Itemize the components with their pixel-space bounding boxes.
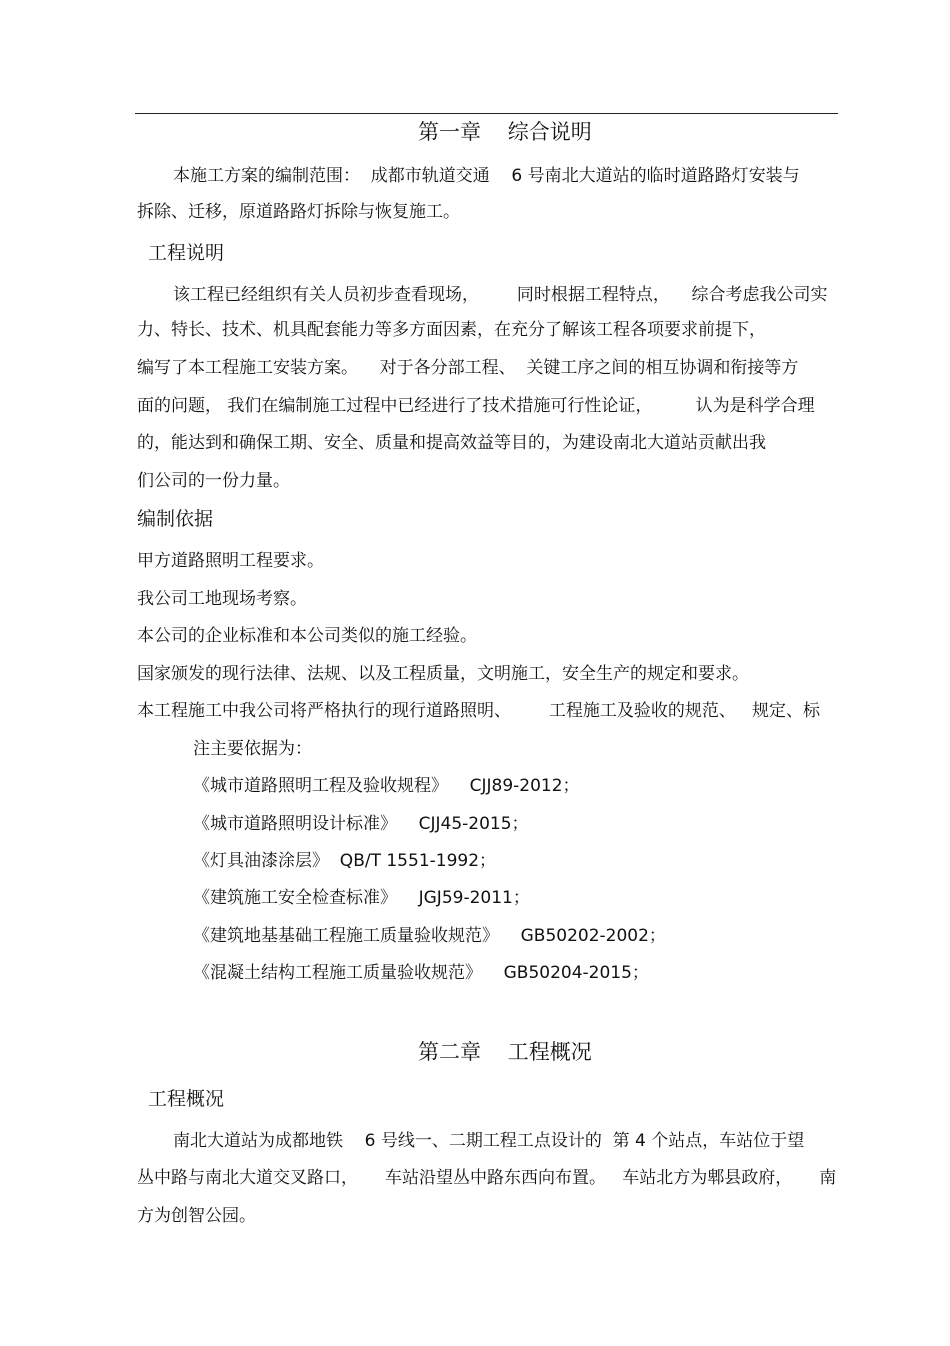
paragraph-line: 丛中路与南北大道交叉路口， 车站沿望丛中路东西向布置。 车站北方为郫县政府， 南 [137, 1168, 837, 1188]
paragraph-line: 编写了本工程施工安装方案。 对于各分部工程、 关键工序之间的相互协调和衔接等方 [137, 358, 799, 378]
paragraph-line: 力、特长、技术、机具配套能力等多方面因素，在充分了解该工程各项要求前提下， [137, 320, 766, 340]
section-heading-basis: 编制依据 [137, 508, 214, 530]
chapter-1-title: 第一章 综合说明 [418, 120, 592, 144]
section-heading-overview: 工程概况 [148, 1088, 225, 1110]
intro-line: 拆除、迁移，原道路路灯拆除与恢复施工。 [137, 202, 460, 222]
basis-item: 本公司的企业标准和本公司类似的施工经验。 [137, 626, 477, 646]
paragraph-line: 面的问题， 我们在编制施工过程中已经进行了技术措施可行性论证， 认为是科学合理 [137, 396, 815, 416]
basis-item: 甲方道路照明工程要求。 [137, 551, 324, 571]
basis-sublead: 注主要依据为： [193, 739, 312, 759]
standard-item: 《建筑地基基础工程施工质量验收规范》 GB50202-2002； [193, 926, 666, 946]
standard-item: 《建筑施工安全检查标准》 JGJ59-2011； [193, 888, 530, 908]
paragraph-line: 们公司的一份力量。 [137, 471, 290, 491]
standard-item: 《混凝土结构工程施工质量验收规范》 GB50204-2015； [193, 963, 649, 983]
standard-item: 《灯具油漆涂层》 QB/T 1551-1992； [193, 851, 497, 871]
paragraph-line: 该工程已经组织有关人员初步查看现场， 同时根据工程特点， 综合考虑我公司实 [173, 285, 828, 305]
basis-item: 本工程施工中我公司将严格执行的现行道路照明、 工程施工及验收的规范、 规定、标 [137, 701, 821, 721]
intro-line: 本施工方案的编制范围： 成都市轨道交通 6 号南北大道站的临时道路路灯安装与 [173, 166, 800, 186]
chapter-2-title: 第二章 工程概况 [418, 1040, 592, 1064]
standard-item: 《城市道路照明工程及验收规程》 CJJ89-2012； [193, 776, 580, 796]
paragraph-line: 南北大道站为成都地铁 6 号线一、二期工程工点设计的 第 4 个站点，车站位于望 [173, 1131, 805, 1151]
basis-item: 我公司工地现场考察。 [137, 589, 307, 609]
basis-item: 国家颁发的现行法律、法规、以及工程质量，文明施工，安全生产的规定和要求。 [137, 664, 749, 684]
paragraph-line: 的，能达到和确保工期、安全、质量和提高效益等目的，为建设南北大道站贡献出我 [137, 433, 766, 453]
section-heading-engineering-description: 工程说明 [148, 242, 225, 264]
standard-item: 《城市道路照明设计标准》 CJJ45-2015； [193, 814, 529, 834]
paragraph-line: 方为创智公园。 [137, 1206, 256, 1226]
header-rule [135, 113, 838, 114]
